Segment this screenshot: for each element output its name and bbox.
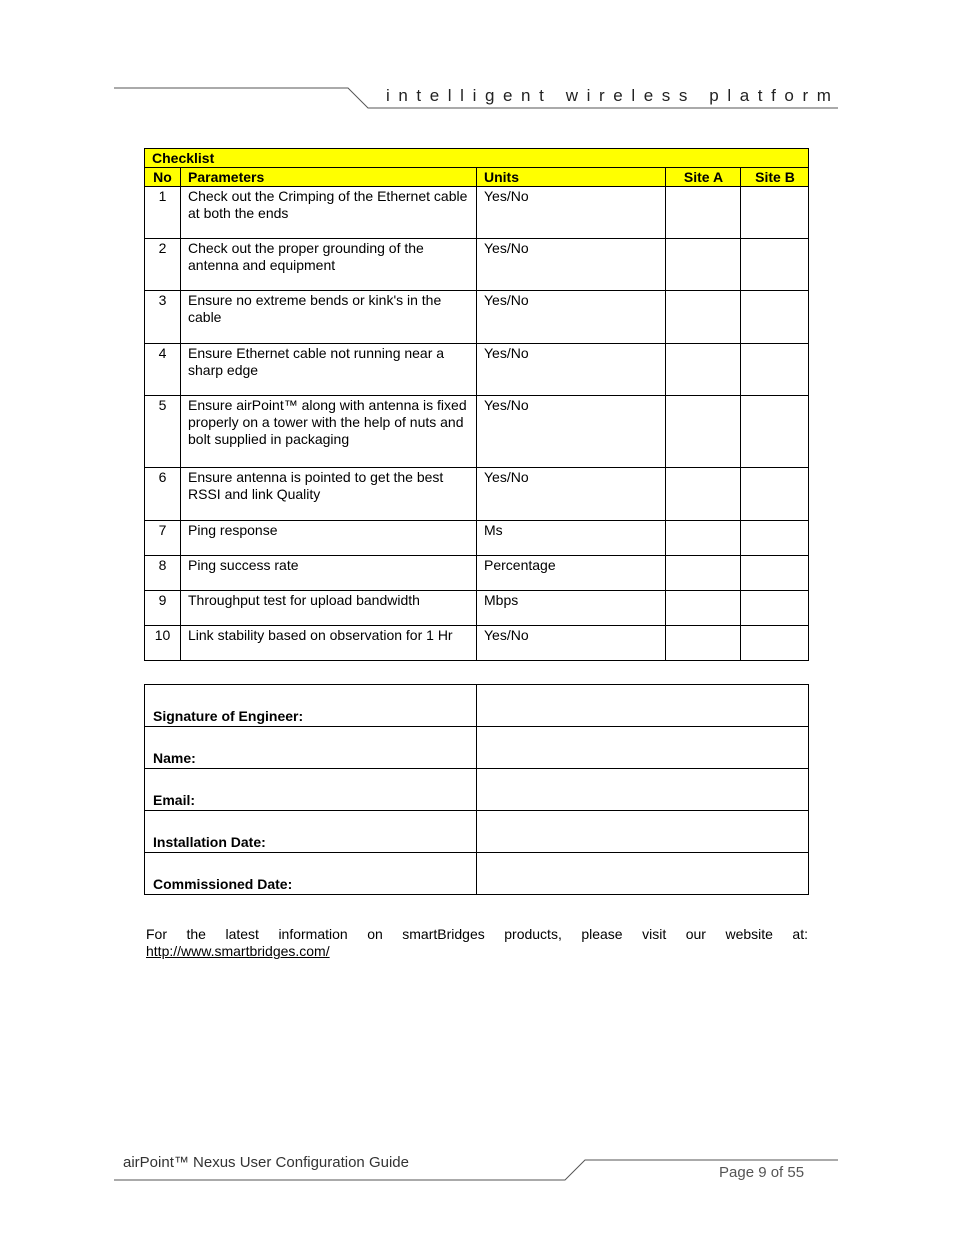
table-row (145, 396, 809, 468)
email-field (476, 769, 808, 811)
row-site-a (666, 291, 741, 344)
checklist-title: Checklist (145, 149, 809, 168)
table-row (145, 239, 809, 291)
row-site-b (741, 521, 809, 556)
row-units: Ms (477, 521, 666, 556)
row-site-b (741, 591, 809, 626)
row-site-b (741, 344, 809, 396)
row-site-b (741, 556, 809, 591)
row-parameter: Check out the proper grounding of the antenna and equipment (181, 239, 477, 291)
row-site-a (666, 521, 741, 556)
row-no: 10 (145, 626, 181, 661)
table-row (145, 468, 809, 521)
row-no: 8 (145, 556, 181, 591)
row-site-b (741, 187, 809, 239)
row-site-b (741, 291, 809, 344)
signoff-row-email (145, 769, 809, 811)
row-no: 7 (145, 521, 181, 556)
row-site-b (741, 239, 809, 291)
row-parameter: Ping success rate (181, 556, 477, 591)
row-parameter: Check out the Crimping of the Ethernet cable at both the ends (181, 187, 477, 239)
row-site-b (741, 396, 809, 468)
row-parameter: Ensure no extreme bends or kink's in the cable (181, 291, 477, 344)
footer-doc-title: airPoint™ Nexus User Configuration Guide (123, 1154, 409, 1171)
signoff-table (144, 684, 809, 895)
row-units: Percentage (477, 556, 666, 591)
table-row (145, 291, 809, 344)
installation-date-field (476, 811, 808, 853)
signoff-row-signature (145, 685, 809, 727)
website-link-container (146, 943, 330, 960)
col-header-site-b: Site B (741, 168, 809, 187)
row-site-a (666, 239, 741, 291)
website-note: For the latest information on smartBridges products, please visit our website at: (146, 926, 808, 942)
row-units: Yes/No (477, 344, 666, 396)
signature-label: Signature of Engineer: (145, 685, 477, 727)
row-no: 4 (145, 344, 181, 396)
row-no: 2 (145, 239, 181, 291)
email-label: Email: (145, 769, 477, 811)
row-parameter: Throughput test for upload bandwidth (181, 591, 477, 626)
table-row (145, 626, 809, 661)
table-row (145, 187, 809, 239)
row-units: Mbps (477, 591, 666, 626)
row-site-b (741, 468, 809, 521)
row-site-a (666, 187, 741, 239)
row-no: 6 (145, 468, 181, 521)
row-no: 5 (145, 396, 181, 468)
table-row (145, 556, 809, 591)
name-field (476, 727, 808, 769)
row-parameter: Ensure airPoint™ along with antenna is fixed properly on a tower with the help of nuts and bolt supplied in packaging (181, 396, 477, 468)
row-parameter: Ensure antenna is pointed to get the best RSSI and link Quality (181, 468, 477, 521)
row-site-a (666, 556, 741, 591)
row-no: 3 (145, 291, 181, 344)
signoff-row-commissioned-date (145, 853, 809, 895)
checklist-table (144, 148, 809, 661)
name-label: Name: (145, 727, 477, 769)
col-header-site-a: Site A (666, 168, 741, 187)
row-units: Yes/No (477, 291, 666, 344)
row-site-a (666, 344, 741, 396)
row-parameter: Link stability based on observation for 1 Hr (181, 626, 477, 661)
row-units: Yes/No (477, 396, 666, 468)
row-units: Yes/No (477, 468, 666, 521)
signoff-row-installation-date (145, 811, 809, 853)
row-units: Yes/No (477, 239, 666, 291)
checklist-header-row (145, 168, 809, 187)
col-header-no: No (145, 168, 181, 187)
signoff-row-name (145, 727, 809, 769)
row-parameter: Ensure Ethernet cable not running near a sharp edge (181, 344, 477, 396)
commissioned-date-field (476, 853, 808, 895)
table-row (145, 591, 809, 626)
row-site-a (666, 468, 741, 521)
row-no: 1 (145, 187, 181, 239)
col-header-units: Units (477, 168, 666, 187)
row-units: Yes/No (477, 626, 666, 661)
row-no: 9 (145, 591, 181, 626)
signature-field (476, 685, 808, 727)
row-site-a (666, 396, 741, 468)
row-units: Yes/No (477, 187, 666, 239)
footer-page-number: Page 9 of 55 (719, 1164, 805, 1181)
col-header-parameters: Parameters (181, 168, 477, 187)
commissioned-date-label: Commissioned Date: (145, 853, 477, 895)
row-site-a (666, 626, 741, 661)
row-site-b (741, 626, 809, 661)
table-row (145, 344, 809, 396)
installation-date-label: Installation Date: (145, 811, 477, 853)
row-site-a (666, 591, 741, 626)
row-parameter: Ping response (181, 521, 477, 556)
header-tagline: intelligent wireless platform (386, 86, 840, 105)
table-row (145, 521, 809, 556)
website-link[interactable]: http://www.smartbridges.com/ (146, 943, 330, 959)
